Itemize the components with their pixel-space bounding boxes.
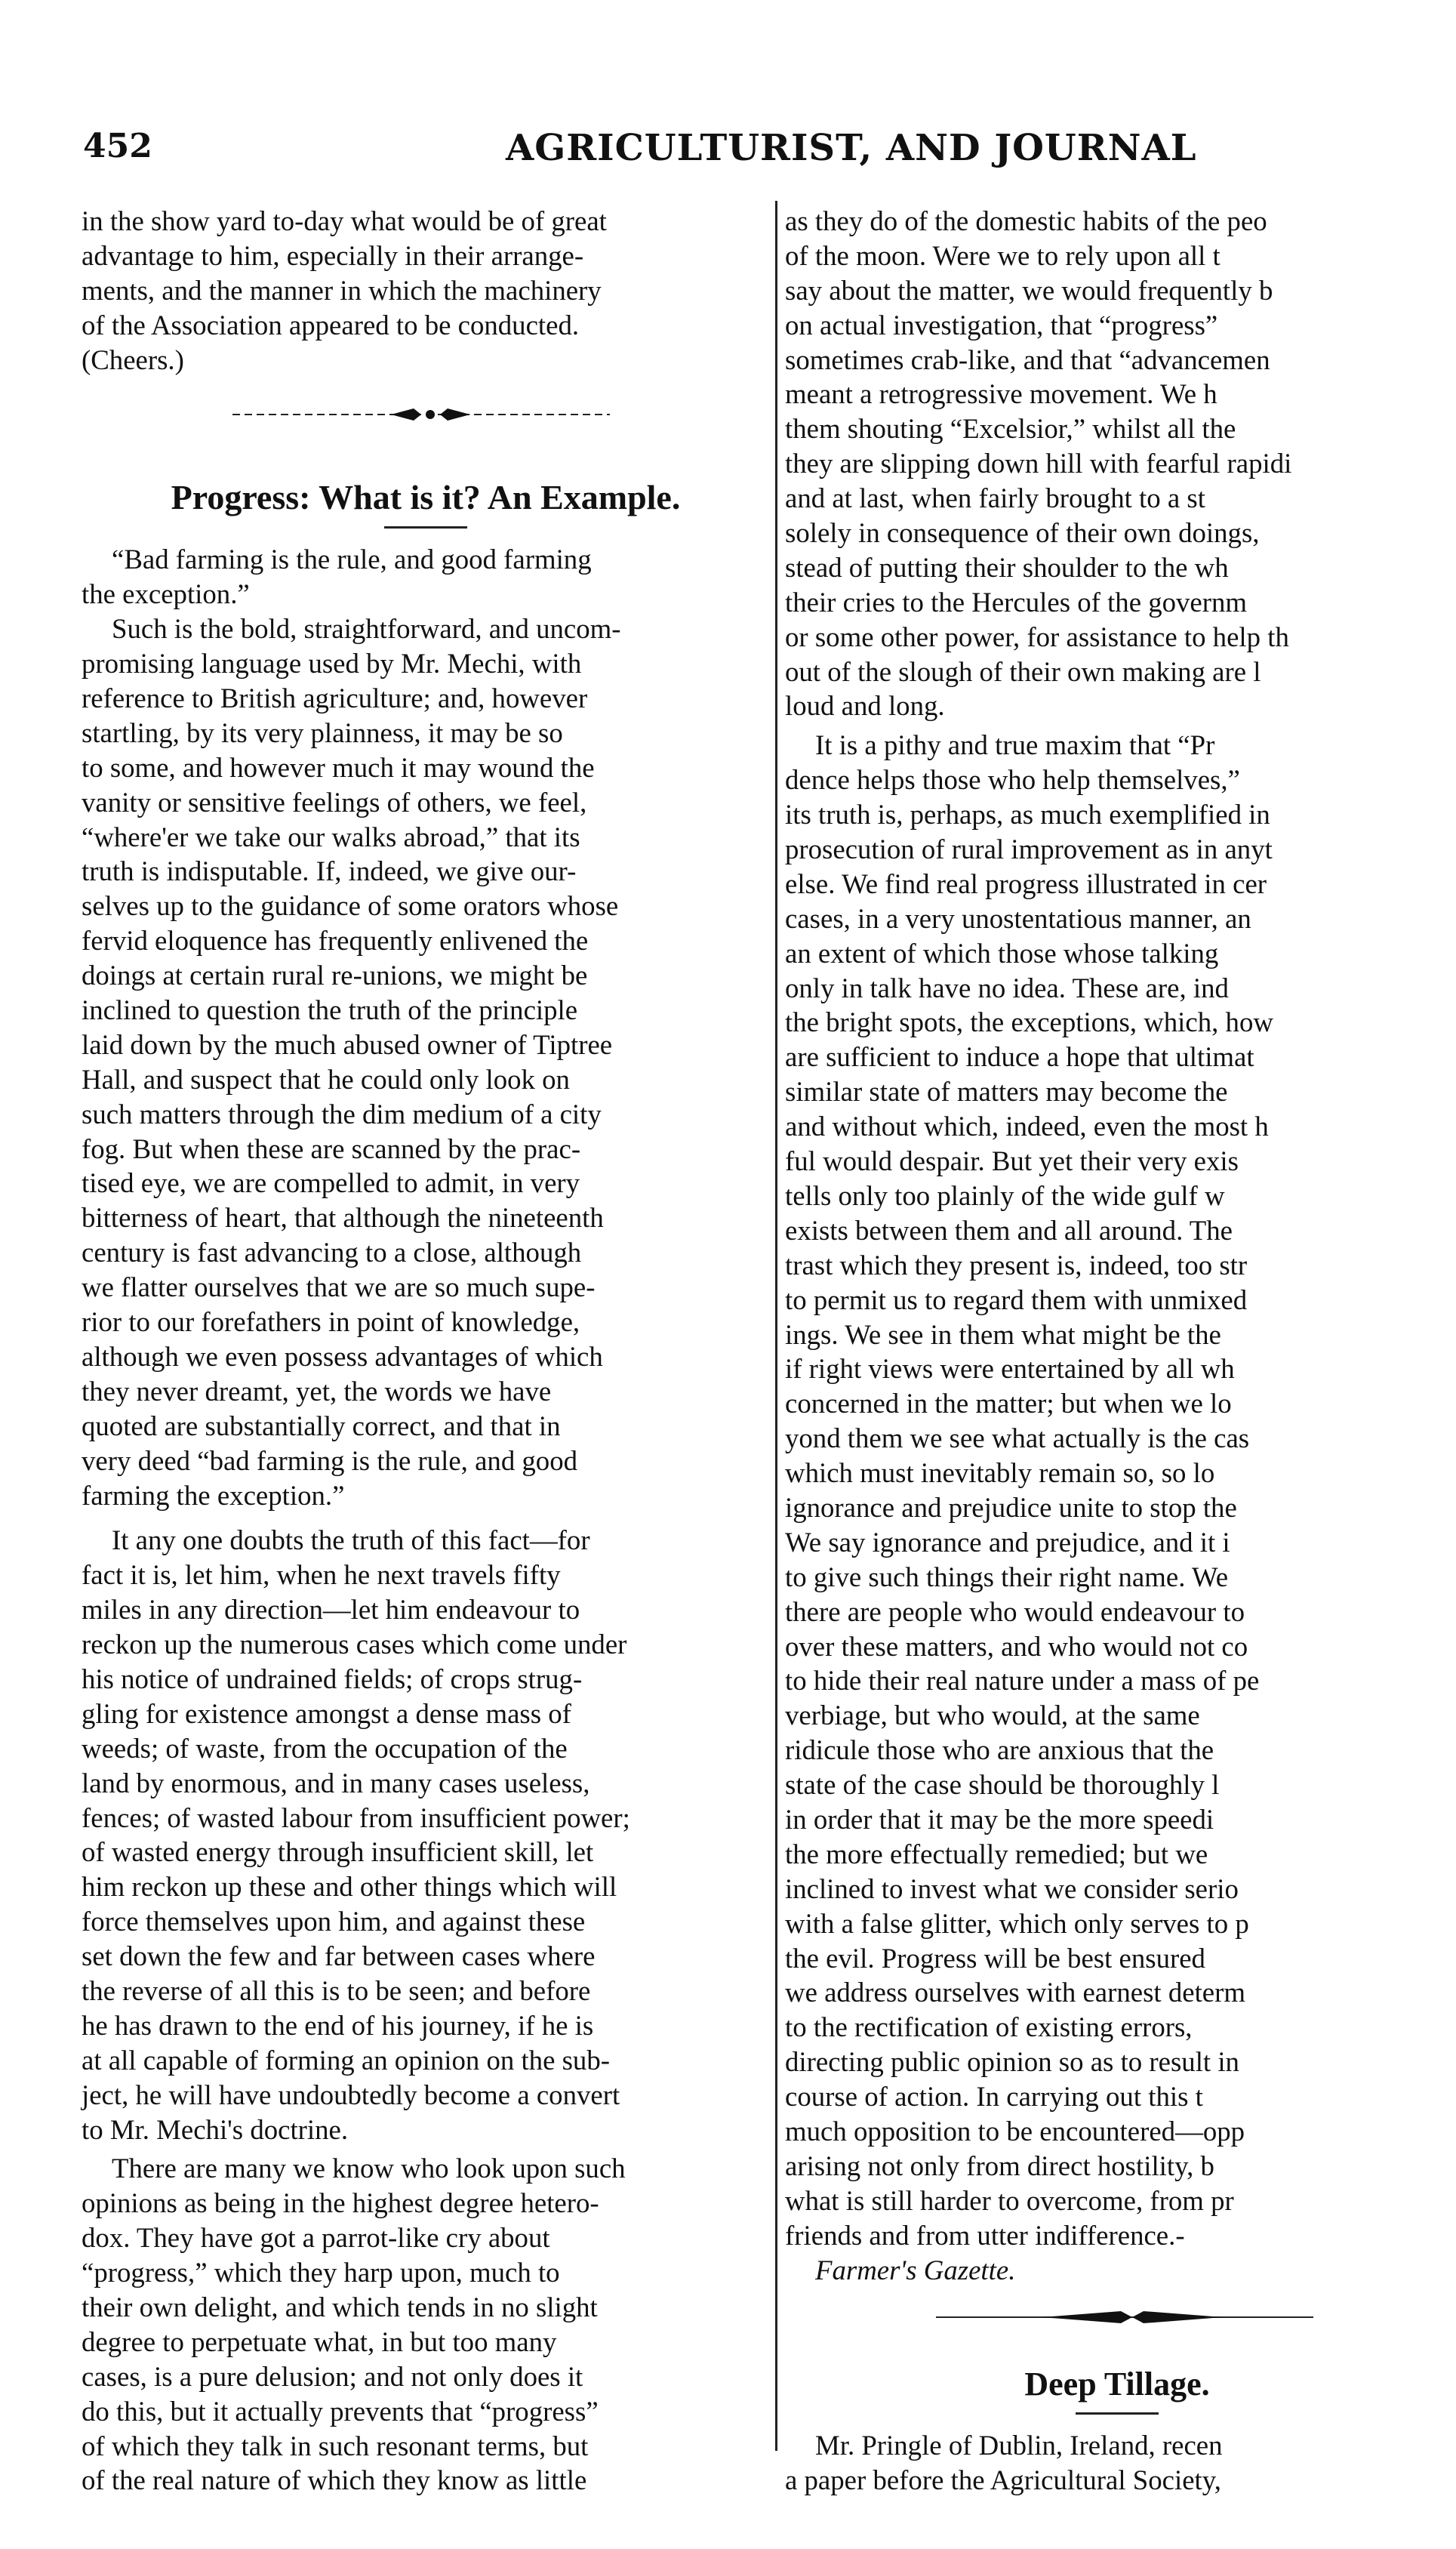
text-line: “progress,” which they harp upon, much to [82, 2257, 560, 2289]
text-line: else. We find real progress illustrated in cer [785, 868, 1267, 899]
text-line: are sufficient to induce a hope that ultimat [785, 1041, 1254, 1073]
text-line: gling for existence amongst a dense mass of [82, 1697, 571, 1729]
text-line: loud and long. [785, 690, 945, 722]
text-line: as they do of the domestic habits of the peo [785, 205, 1267, 236]
text-line: or some other power, for assistance to help th [785, 621, 1289, 652]
text-line: a paper before the Agricultural Society, [785, 2464, 1221, 2496]
text-line: fences; of wasted labour from insufficient power; [82, 1802, 630, 1833]
text-line: It is a pithy and true maxim that “Pr [815, 729, 1215, 761]
text-line: exists between them and all around. The [785, 1214, 1233, 1246]
text-line: “where'er we take our walks abroad,” that its [82, 821, 580, 852]
text-line: he has drawn to the end of his journey, if he is [82, 2009, 594, 2041]
text-line: weeds; of waste, from the occupation of the [82, 1732, 568, 1764]
text-line: of the real nature of which they know as little [82, 2464, 587, 2496]
text-line: arising not only from direct hostility, b [785, 2150, 1214, 2181]
text-line: Mr. Pringle of Dublin, Ireland, recen [815, 2430, 1223, 2461]
column-divider [775, 201, 777, 2451]
text-line: century is fast advancing to a close, although [82, 1237, 582, 1268]
text-line: we flatter ourselves that we are so much supe- [82, 1271, 596, 1303]
text-line: “Bad farming is the rule, and good farming [112, 544, 592, 575]
left-column [82, 204, 770, 2498]
text-line: there are people who would endeavour to [785, 1595, 1245, 1627]
text-line: in order that it may be the more speedi [785, 1803, 1214, 1835]
text-line: verbiage, but who would, at the same [785, 1700, 1200, 1731]
text-line: its truth is, perhaps, as much exemplified in [785, 799, 1270, 831]
text-line: and without which, indeed, even the most h [785, 1111, 1269, 1142]
text-line: tised eye, we are compelled to admit, in very [82, 1167, 580, 1199]
text-line: to hide their real nature under a mass of pe [785, 1665, 1260, 1697]
text-line: we address ourselves with earnest determ [785, 1977, 1246, 2008]
text-line: Such is the bold, straightforward, and uncom- [112, 613, 621, 645]
text-line: directing public opinion so as to result in [785, 2046, 1239, 2078]
text-line: over these matters, and who would not co [785, 1630, 1248, 1662]
text-line: farming the exception.” [82, 1479, 345, 1511]
text-line: It any one doubts the truth of this fact—for [112, 1524, 590, 1556]
text-line: cases, in a very unostentatious manner, an [785, 902, 1251, 934]
text-line: an extent of which those whose talking [785, 937, 1219, 969]
paragraph-3 [82, 2151, 770, 2498]
text-line: solely in consequence of their own doings, [785, 517, 1260, 549]
text-line: and at last, when fairly brought to a st [785, 482, 1205, 514]
right-column [785, 204, 1456, 2498]
text-line: dence helps those who help themselves,” [785, 764, 1240, 796]
text-line: to permit us to regard them with unmixed [785, 1284, 1248, 1315]
text-line: his notice of undrained fields; of crops strug- [82, 1663, 583, 1694]
text-line: miles in any direction—let him endeavour to [82, 1594, 580, 1626]
running-head [83, 127, 1366, 180]
text-line: reckon up the numerous cases which come under [82, 1629, 627, 1660]
text-line: land by enormous, and in many cases useless, [82, 1767, 590, 1798]
text-line: the more effectually remedied; but we [785, 1838, 1208, 1869]
text-line: the evil. Progress will be best ensured [785, 1942, 1205, 1974]
text-line: much opposition to be encountered—opp [785, 2115, 1245, 2147]
source-credit: Farmer's Gazette. [815, 2254, 1016, 2285]
text-line: meant a retrogressive movement. We h [785, 378, 1217, 410]
text-line: reference to British agriculture; and, however [82, 683, 588, 714]
text-line: ject, he will have undoubtedly become a convert [82, 2079, 620, 2110]
text-line: to some, and however much it may wound the [82, 751, 595, 783]
text-line: dox. They have got a parrot-like cry about [82, 2222, 550, 2254]
section-ornament [785, 2295, 1456, 2355]
text-line: doings at certain rural re-unions, we might be [82, 960, 588, 991]
text-line: inclined to invest what we consider serio [785, 1872, 1239, 1904]
page-number: 452 [83, 127, 152, 165]
article-2-title: Deep Tillage. [1024, 2366, 1210, 2403]
text-line: very deed “bad farming is the rule, and good [82, 1444, 578, 1476]
text-line: say about the matter, we would frequently b [785, 274, 1273, 306]
paragraph-maxim [785, 728, 1456, 2252]
text-line: him reckon up these and other things which will [82, 1871, 617, 1903]
text-line: they never dreamt, yet, the words we have [82, 1375, 552, 1407]
text-line: ments, and the manner in which the machinery [82, 274, 602, 306]
paragraph-1 [82, 612, 770, 1512]
section-ornament [82, 392, 770, 452]
intro-paragraph [82, 204, 770, 377]
text-line: out of the slough of their own making are l [785, 655, 1261, 687]
paragraph-2 [82, 1523, 770, 2147]
journal-title: AGRICULTURIST, AND JOURNAL [506, 127, 1197, 169]
text-line: although we even possess advantages of which [82, 1340, 603, 1372]
text-line: fog. But when these are scanned by the prac- [82, 1133, 581, 1164]
text-line: at all capable of forming an opinion on the sub- [82, 2044, 610, 2076]
text-line: such matters through the dim medium of a city [82, 1098, 602, 1130]
ornament-rule-icon [785, 2295, 1456, 2340]
text-line: truth is indisputable. If, indeed, we give our- [82, 855, 577, 887]
text-line: yond them we see what actually is the cas [785, 1422, 1250, 1454]
text-line: opinions as being in the highest degree hetero- [82, 2187, 599, 2219]
text-line: vanity or sensitive feelings of others, we feel, [82, 786, 587, 818]
text-line: ridicule those who are anxious that the [785, 1734, 1214, 1766]
text-line: they are slipping down hill with fearful rapidi [785, 448, 1292, 479]
text-line: promising language used by Mr. Mechi, with [82, 648, 582, 680]
text-line: in the show yard to-day what would be of great [82, 205, 607, 236]
text-line: their cries to the Hercules of the governm [785, 586, 1248, 618]
text-line: set down the few and far between cases where [82, 1940, 596, 1972]
title-underline [384, 526, 467, 529]
text-line: ings. We see in them what might be the [785, 1318, 1221, 1350]
text-line: of wasted energy through insufficient skill, let [82, 1836, 594, 1868]
text-line: of the Association appeared to be conducted. [82, 309, 580, 341]
text-line: similar state of matters may become the [785, 1076, 1228, 1108]
text-line: concerned in the matter; but when we lo [785, 1388, 1232, 1419]
opening-quote [82, 542, 770, 612]
text-line: to the rectification of existing errors, [785, 2011, 1193, 2043]
text-line: of which they talk in such resonant terms, but [82, 2430, 589, 2461]
text-line: which must inevitably remain so, so lo [785, 1457, 1215, 1489]
text-line: ignorance and prejudice unite to stop the [785, 1491, 1237, 1523]
text-line: their own delight, and which tends in no slight [82, 2291, 598, 2322]
text-line: do this, but it actually prevents that “progress” [82, 2395, 599, 2427]
text-line: on actual investigation, that “progress” [785, 309, 1218, 341]
text-line: what is still harder to overcome, from pr [785, 2184, 1234, 2216]
text-line: (Cheers.) [82, 344, 184, 375]
ornament-rule-icon [82, 392, 761, 437]
text-line: trast which they present is, indeed, too str [785, 1249, 1248, 1281]
article-title: Progress: What is it? An Example. [171, 478, 681, 517]
text-line: quoted are substantially correct, and that in [82, 1410, 561, 1441]
text-line: of the moon. Were we to rely upon all t [785, 239, 1221, 271]
text-line: state of the case should be thoroughly l [785, 1769, 1220, 1801]
text-line: startling, by its very plainness, it may be so [82, 717, 563, 748]
text-line: cases, is a pure delusion; and not only does it [82, 2360, 583, 2392]
title-underline [1076, 2412, 1159, 2415]
text-line: only in talk have no idea. These are, ind [785, 972, 1229, 1003]
text-line: bitterness of heart, that although the nineteenth [82, 1202, 604, 1234]
text-line: to Mr. Mechi's doctrine. [82, 2113, 349, 2145]
text-line: with a false glitter, which only serves to p [785, 1907, 1249, 1939]
text-line: advantage to him, especially in their arrange- [82, 239, 584, 271]
text-line: inclined to question the truth of the principle [82, 994, 578, 1026]
text-line: sometimes crab-like, and that “advancemen [785, 344, 1270, 375]
article-2-paragraph [785, 2428, 1456, 2498]
text-line: if right views were entertained by all wh [785, 1353, 1235, 1385]
text-line: Hall, and suspect that he could only look on [82, 1063, 570, 1095]
text-line: the bright spots, the exceptions, which, how [785, 1006, 1273, 1038]
paragraph-continued [785, 204, 1456, 723]
text-line: the exception.” [82, 578, 250, 610]
text-line: to give such things their right name. We [785, 1561, 1229, 1592]
text-line: fact it is, let him, when he next travels fifty [82, 1559, 561, 1591]
text-line: them shouting “Excelsior,” whilst all the [785, 413, 1236, 445]
text-line: stead of putting their shoulder to the wh [785, 551, 1229, 583]
text-line: the reverse of all this is to be seen; and before [82, 1974, 591, 2006]
text-line: There are many we know who look upon such [112, 2153, 626, 2184]
text-line: ful would despair. But yet their very exis [785, 1145, 1239, 1177]
text-line: degree to perpetuate what, in but too many [82, 2326, 557, 2357]
text-line: selves up to the guidance of some orators whose [82, 890, 619, 922]
text-line: tells only too plainly of the wide gulf w [785, 1179, 1225, 1211]
text-line: rior to our forefathers in point of knowledge, [82, 1306, 580, 1338]
text-line: prosecution of rural improvement as in anyt [785, 834, 1273, 865]
text-line: laid down by the much abused owner of Tiptree [82, 1028, 613, 1060]
text-line: course of action. In carrying out this t [785, 2081, 1203, 2113]
text-line: We say ignorance and prejudice, and it i [785, 1526, 1230, 1558]
text-line: fervid eloquence has frequently enlivened the [82, 925, 589, 957]
text-line: friends and from utter indifference.- [785, 2219, 1185, 2251]
text-line: force themselves upon him, and against these [82, 1906, 586, 1937]
